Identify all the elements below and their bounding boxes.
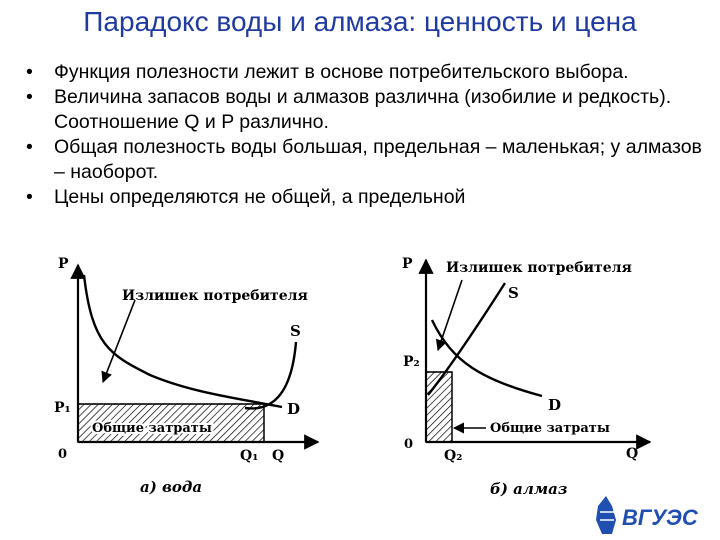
diagram-water [54, 256, 318, 496]
price-label: P₁ [54, 400, 71, 416]
logo-emblem-icon [596, 496, 616, 534]
supply-curve [245, 342, 296, 408]
bullet-item: • Функция полезности лежит в основе потребительского выбора. [22, 60, 712, 85]
supply-label: S [508, 284, 519, 302]
slide-title: Парадокс воды и алмаза: ценность и цена [83, 6, 637, 37]
bullet-item: • Величина запасов воды и алмазов различна (изобилие и редкость). Соотношение Q и P различно. [22, 85, 712, 135]
surplus-pointer [103, 300, 135, 382]
bullet-item: • Цены определяются не общей, а предельной [22, 185, 712, 207]
diagram-diamond [402, 256, 650, 498]
quantity-label: Q₂ [444, 448, 463, 464]
origin-label: 0 [404, 437, 414, 452]
caption-water: а) вода [140, 478, 203, 496]
surplus-pointer [438, 280, 462, 350]
price-label: P₂ [403, 354, 420, 370]
bullet-item: • Общая полезность воды большая, предельная – маленькая; у алмазов – наоборот. [22, 135, 712, 185]
demand-label: D [548, 396, 562, 414]
university-logo [596, 496, 699, 534]
total-cost-label: Общие затраты [490, 421, 610, 436]
caption-diamond: б) алмаз [490, 480, 568, 498]
demand-label: D [287, 400, 301, 418]
supply-label: S [290, 322, 301, 340]
quantity-label: Q₁ [240, 448, 259, 464]
q-axis-label: Q [272, 448, 285, 464]
surplus-label: Излишек потребителя [446, 260, 632, 276]
surplus-label: Излишек потребителя [122, 288, 308, 304]
p-axis-label: P [402, 256, 413, 272]
total-cost-label: Общие затраты [92, 421, 212, 436]
p-axis-label: P [58, 256, 69, 272]
logo-text: ВГУЭС [622, 505, 698, 530]
origin-label: 0 [58, 447, 68, 462]
q-axis-label: Q [626, 446, 639, 462]
